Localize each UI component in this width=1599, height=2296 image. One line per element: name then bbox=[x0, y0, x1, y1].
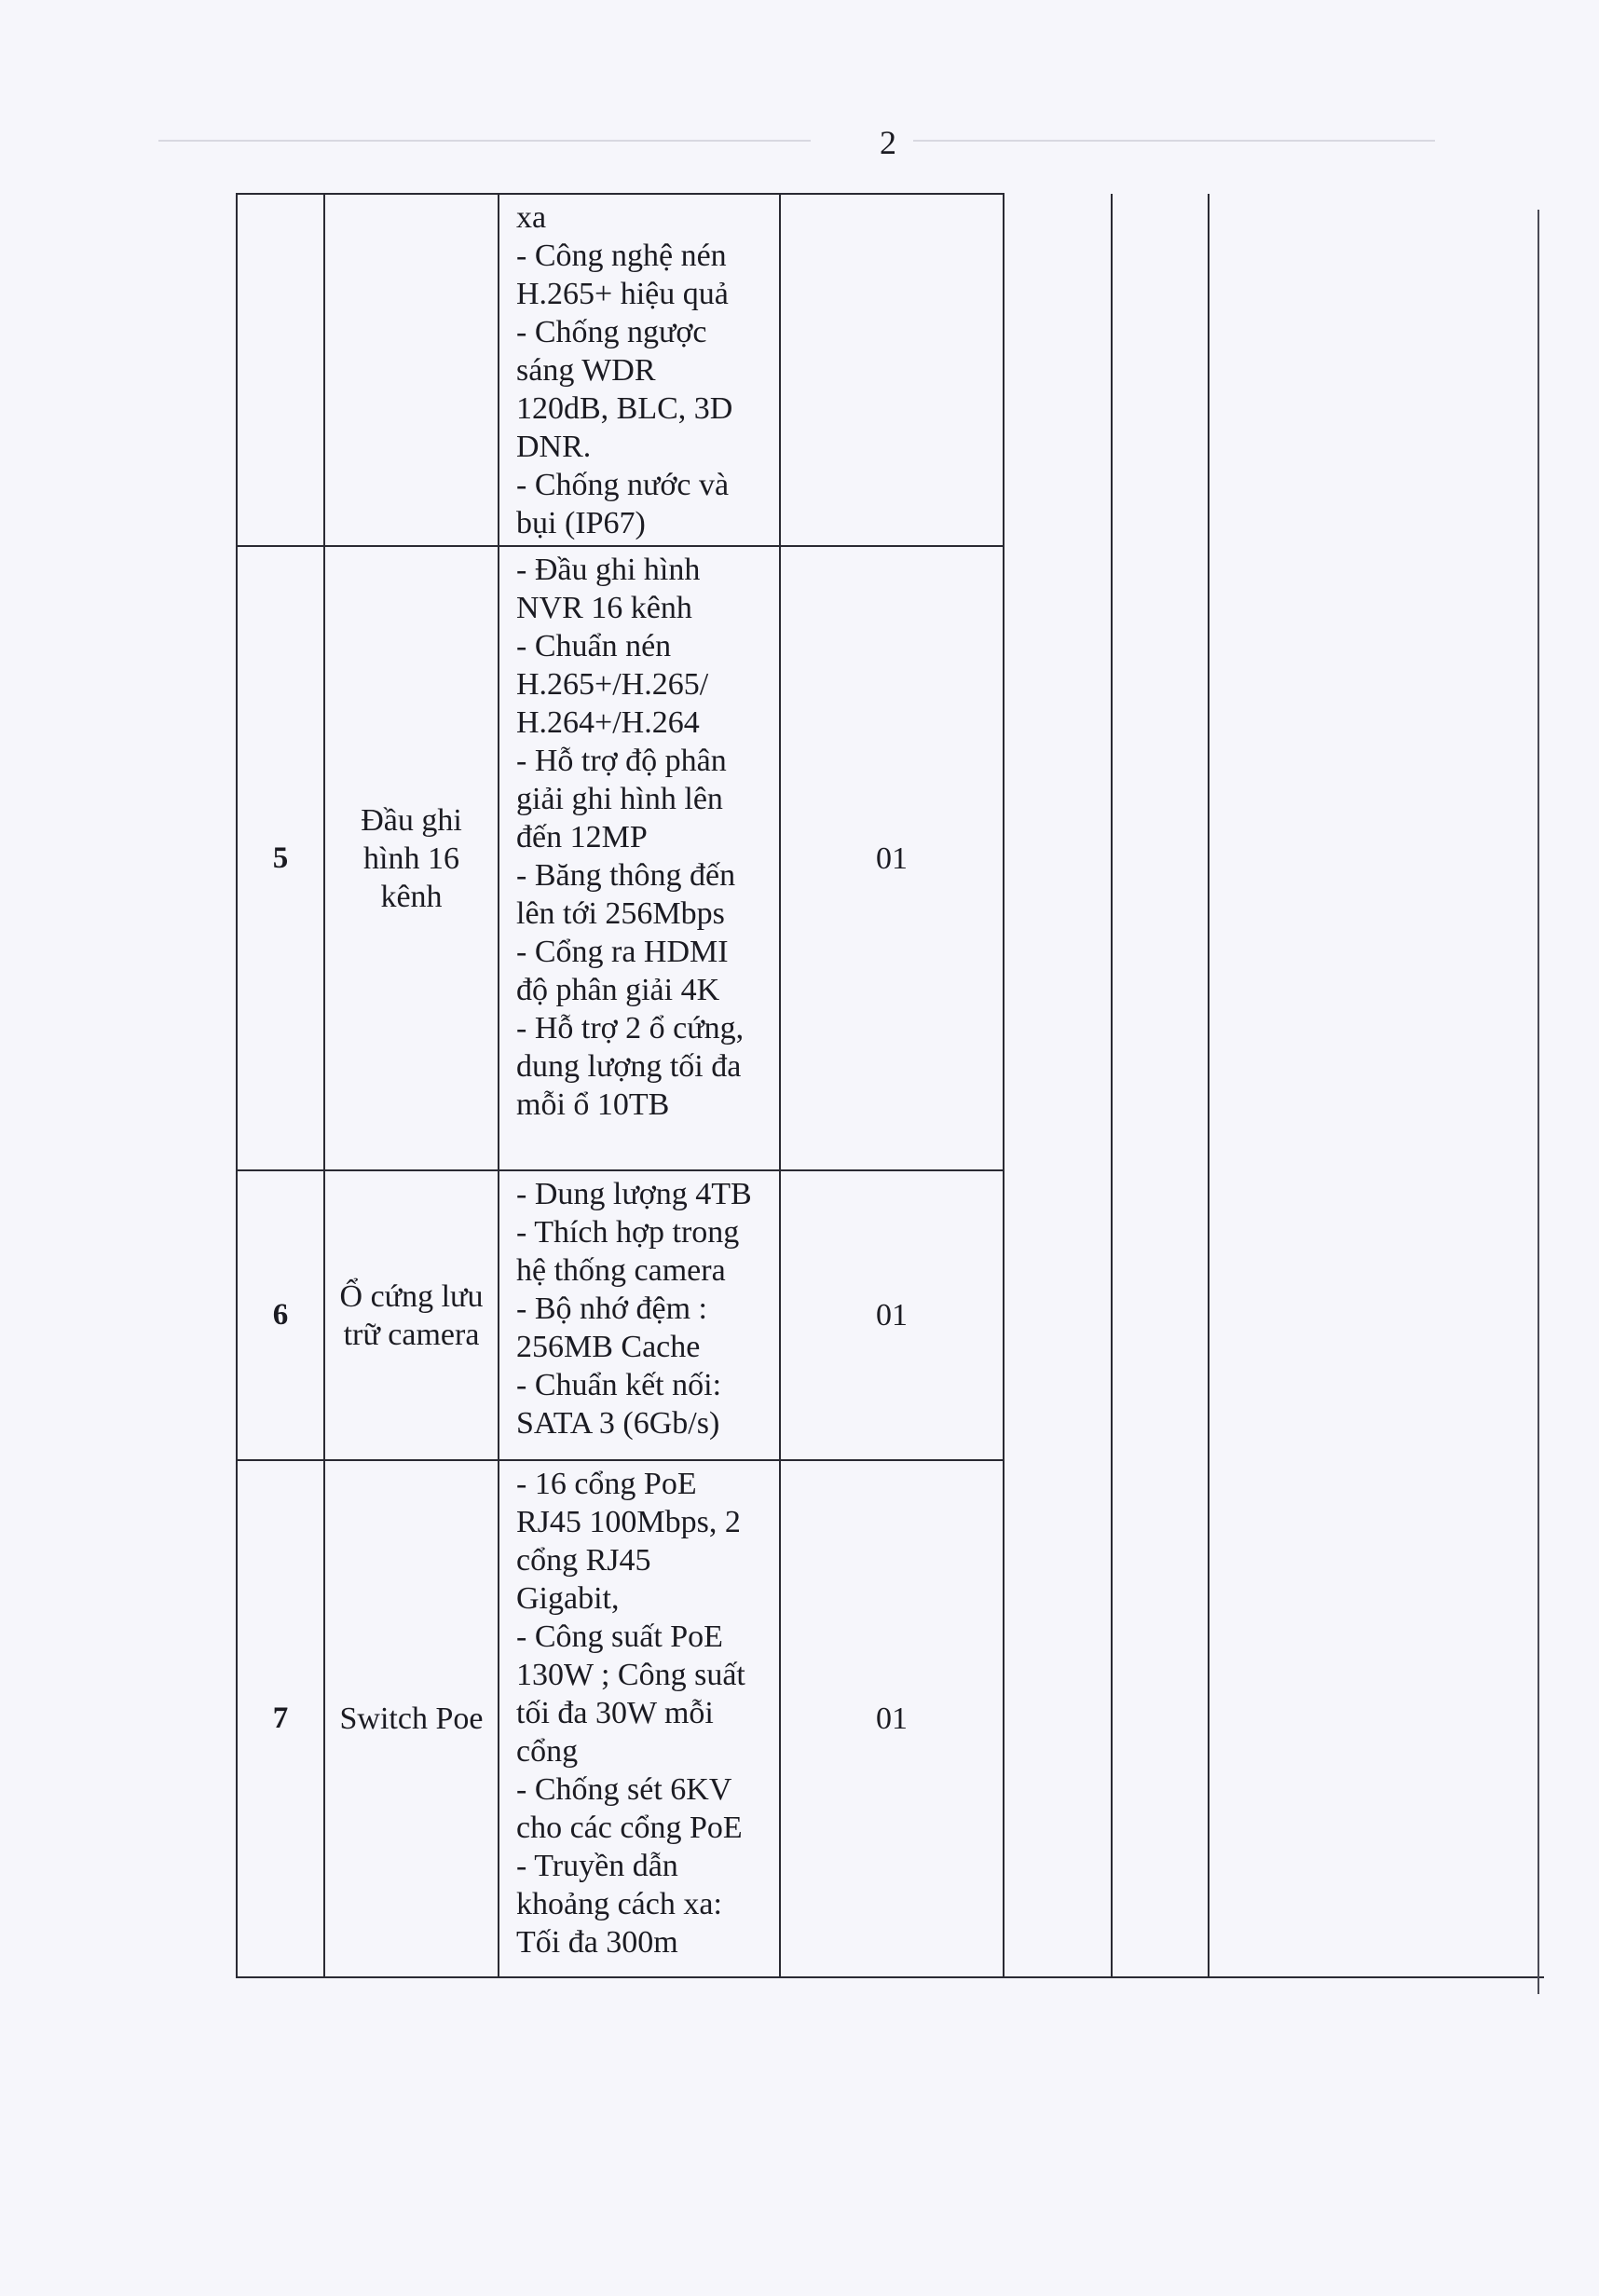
spec-line: - Chuẩn kết nối: bbox=[516, 1368, 722, 1402]
bleed-through-line bbox=[158, 140, 811, 142]
spec-line: sáng WDR bbox=[516, 353, 656, 388]
spec-line: tối đa 30W mỗi bbox=[516, 1696, 714, 1730]
scan-mark bbox=[1496, 58, 1552, 71]
spec-line: xa bbox=[516, 200, 547, 235]
spec-line: - 16 cổng PoE bbox=[516, 1467, 697, 1501]
spec-line: SATA 3 (6Gb/s) bbox=[516, 1406, 720, 1441]
spec-line: DNR. bbox=[516, 430, 592, 464]
table-row bbox=[237, 194, 1544, 546]
spec-line: mỗi ổ 10TB bbox=[516, 1087, 670, 1122]
spec-line: - Chống ngược bbox=[516, 315, 707, 349]
row-number: 7 bbox=[237, 1460, 324, 1977]
spec-line: lên tới 256Mbps bbox=[516, 896, 725, 931]
spec-line: 120dB, BLC, 3D bbox=[516, 391, 733, 426]
page-number: 2 bbox=[880, 124, 896, 161]
spec-line: cổng bbox=[516, 1734, 579, 1769]
spec-line: giải ghi hình lên bbox=[516, 782, 723, 816]
item-quantity: 01 bbox=[780, 1170, 1004, 1460]
item-spec bbox=[499, 546, 780, 1170]
spec-line: dung lượng tối đa bbox=[516, 1049, 742, 1084]
spec-line: - Truyền dẫn bbox=[516, 1849, 678, 1883]
spec-line: Gigabit, bbox=[516, 1581, 620, 1616]
spec-line: 256MB Cache bbox=[516, 1330, 701, 1364]
item-spec bbox=[499, 1170, 780, 1460]
spec-line: - Chống nước và bbox=[516, 468, 730, 502]
spec-line: cho các cổng PoE bbox=[516, 1811, 743, 1845]
spec-line: - Cổng ra HDMI bbox=[516, 935, 729, 969]
row-number bbox=[237, 194, 324, 546]
item-quantity: 01 bbox=[780, 546, 1004, 1170]
spec-line: khoảng cách xa: bbox=[516, 1887, 722, 1921]
spec-line: 130W ; Công suất bbox=[516, 1658, 745, 1692]
spec-line: - Chống sét 6KV bbox=[516, 1772, 732, 1807]
item-name: Đầu ghi hình 16 kênh bbox=[324, 546, 499, 1170]
row-number: 6 bbox=[237, 1170, 324, 1460]
spec-line: RJ45 100Mbps, 2 bbox=[516, 1505, 741, 1539]
item-spec bbox=[499, 1460, 780, 1977]
item-quantity: 01 bbox=[780, 1460, 1004, 1977]
spec-line: - Hỗ trợ 2 ổ cứng, bbox=[516, 1011, 745, 1046]
spec-line: H.264+/H.264 bbox=[516, 705, 700, 740]
item-quantity bbox=[780, 194, 1004, 546]
spec-line: - Công nghệ nén bbox=[516, 239, 727, 273]
spec-line: cổng RJ45 bbox=[516, 1543, 651, 1578]
spec-line: hệ thống camera bbox=[516, 1253, 726, 1288]
spec-line: - Bộ nhớ đệm : bbox=[516, 1292, 707, 1326]
equipment-table bbox=[236, 193, 1544, 1978]
spec-line: - Thích hợp trong bbox=[516, 1215, 740, 1250]
table-right-edge bbox=[1538, 210, 1539, 1994]
spec-line: - Dung lượng 4TB bbox=[516, 1177, 752, 1211]
item-name: Switch Poe bbox=[324, 1460, 499, 1977]
spec-line: - Chuẩn nén bbox=[516, 629, 672, 663]
empty-cell bbox=[1209, 194, 1544, 1977]
bleed-through-line bbox=[913, 140, 1435, 142]
spec-line: đến 12MP bbox=[516, 820, 648, 854]
spec-line: - Công suất PoE bbox=[516, 1620, 723, 1654]
spec-line: - Đầu ghi hình bbox=[516, 553, 701, 587]
spec-line: H.265+ hiệu quả bbox=[516, 277, 729, 311]
spec-line: độ phân giải 4K bbox=[516, 973, 720, 1007]
spec-line: bụi (IP67) bbox=[516, 506, 646, 540]
spec-line: H.265+/H.265/ bbox=[516, 667, 709, 702]
spec-line: Tối đa 300m bbox=[516, 1925, 678, 1960]
empty-cell bbox=[1112, 194, 1209, 1977]
item-name bbox=[324, 194, 499, 546]
spec-line: - Băng thông đến bbox=[516, 858, 736, 893]
item-name: Ổ cứng lưu trữ camera bbox=[324, 1170, 499, 1460]
item-spec bbox=[499, 194, 780, 546]
spec-line: NVR 16 kênh bbox=[516, 591, 692, 625]
spec-line: - Hỗ trợ độ phân bbox=[516, 744, 727, 778]
row-number: 5 bbox=[237, 546, 324, 1170]
empty-cell bbox=[1004, 194, 1112, 1977]
